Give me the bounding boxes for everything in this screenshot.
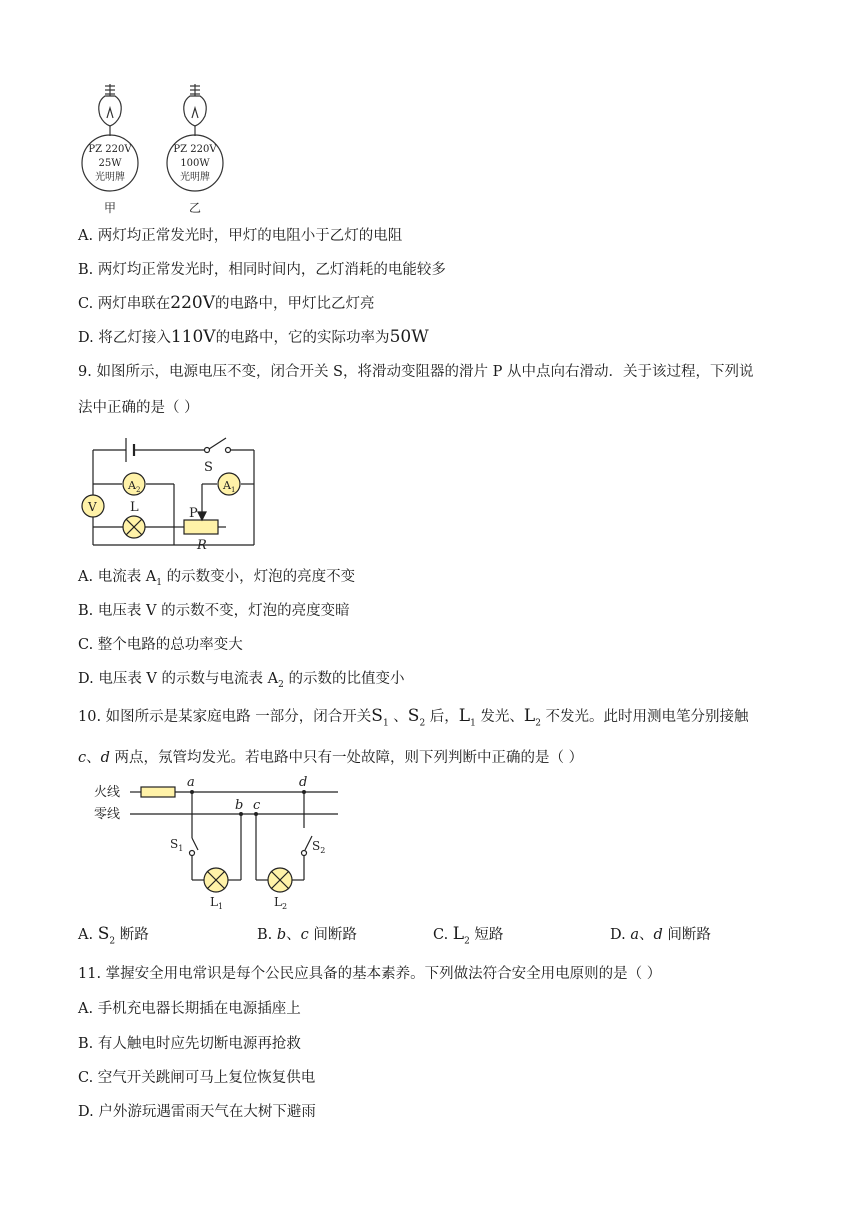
label-live-wire: 火线 (94, 785, 121, 800)
q8-option-c (78, 292, 375, 313)
bulb-jia-line1: PZ 220V (88, 144, 132, 155)
option-text: 两灯均正常发光时，甲灯的电阻小于乙灯的电阻 (97, 228, 403, 244)
option-text: 的示数的比值变小 (283, 671, 405, 687)
option-letter: C. (78, 296, 94, 312)
option-text: 电压表 V 的示数不变，灯泡的亮度变暗 (97, 603, 350, 619)
symbol-s2: $S_2$ (97, 924, 116, 947)
fuse (141, 787, 175, 797)
label-r: R (197, 538, 207, 552)
bulb-yi-caption: 乙 (188, 201, 202, 215)
point-c: c (78, 750, 87, 766)
stem-text: 两点，氖管均发光。若电路中只有一处故障，则下列判断中正确的是（ ） (109, 750, 584, 766)
bulb-yi-line1: PZ 220V (173, 144, 217, 155)
option-text: 将乙灯接入 (98, 330, 171, 346)
q9-option-c (78, 633, 243, 654)
q9-option-d (78, 667, 404, 690)
symbol-l2: $L_2$ (523, 706, 541, 729)
label-a2: $A_2$ (128, 479, 141, 494)
q10-stem-line2 (78, 746, 583, 767)
option-letter: D. (78, 671, 94, 687)
label-s2: $S_2$ (312, 839, 326, 855)
option-letter: C. (78, 1070, 94, 1086)
q9-circuit-diagram (76, 428, 266, 552)
option-text: 手机充电器长期插在电源插座上 (97, 1001, 301, 1017)
option-text: 有人触电时应先切断电源再抢救 (97, 1036, 301, 1052)
point-d: d (653, 927, 663, 943)
q8-option-b (78, 258, 446, 279)
q11-option-a (78, 997, 301, 1018)
switch-contact (205, 448, 210, 453)
q8-option-a (78, 224, 402, 245)
q10-option-b (257, 923, 357, 944)
symbol-l2: $L_2$ (452, 924, 470, 947)
option-text: 断路 (115, 927, 149, 943)
option-text: 的电路中，它的实际功率为 (215, 330, 390, 346)
label-l: L (130, 500, 139, 515)
label-d: d (299, 775, 308, 790)
bulb-jia-line3: 光明牌 (95, 172, 125, 183)
point-c: c (300, 927, 309, 943)
label-s1: $S_1$ (170, 837, 184, 853)
option-text: 、 (638, 927, 654, 943)
bulb-jia-line2: 25W (98, 158, 122, 169)
point-a: a (630, 927, 639, 943)
option-letter: C. (78, 637, 94, 653)
label-neutral-wire: 零线 (94, 807, 121, 822)
option-text: 电压表 V 的示数与电流表 A (98, 671, 279, 687)
bulb-yi-line3: 光明牌 (180, 172, 210, 183)
option-text: 的示数变小，灯泡的亮度不变 (162, 569, 356, 585)
label-c: c (253, 798, 261, 813)
option-text: 户外游玩遇雷雨天气在大树下避雨 (98, 1104, 316, 1120)
option-letter: A. (78, 927, 94, 943)
label-l1: $L_1$ (210, 895, 224, 911)
subscript: 1 (156, 577, 163, 588)
q9-option-b (78, 599, 350, 620)
q10-option-a (78, 923, 149, 946)
option-letter: B. (78, 603, 94, 619)
option-letter: C. (433, 927, 449, 943)
stem-text: 发光、 (475, 709, 524, 725)
option-text: 整个电路的总功率变大 (97, 637, 243, 653)
option-text: 的电路中，甲灯比乙灯亮 (215, 296, 375, 312)
power-value: 50W (389, 327, 429, 347)
q11-option-b (78, 1032, 301, 1053)
q9-stem-line1: 9. 如图所示，电源电压不变，闭合开关 S，将滑动变阻器的滑片 P 从中点向右滑动．关于该过程，下列说 (78, 364, 754, 380)
q11-option-c (78, 1066, 315, 1087)
option-text: 间断路 (308, 927, 357, 943)
option-letter: A. (78, 228, 94, 244)
option-text: 两灯串联在 (97, 296, 171, 312)
option-text: 空气开关跳闸可马上复位恢复供电 (97, 1070, 316, 1086)
symbol-s1: $S_1$ (371, 706, 389, 729)
q10-stem-line1 (78, 705, 749, 728)
label-v: V (88, 500, 97, 514)
bulb-yi-line2: 100W (180, 158, 210, 169)
symbol-s2: $S_2$ (407, 706, 426, 729)
bulb-jia-caption: 甲 (103, 201, 117, 215)
voltage-value: 220V (170, 293, 216, 313)
q10-household-circuit (86, 772, 348, 912)
option-text: 两灯均正常发光时，相同时间内，乙灯消耗的电能较多 (97, 262, 446, 278)
label-b: b (235, 798, 244, 813)
subscript: 2 (278, 679, 284, 690)
option-text: 间断路 (662, 927, 711, 943)
voltage-value: 110V (170, 327, 216, 347)
stem-text: 10. 如图所示是某家庭电路 一部分，闭合开关 (78, 709, 372, 725)
q11-option-d (78, 1100, 316, 1121)
stem-text: 后， (425, 709, 459, 725)
option-letter: B. (257, 927, 273, 943)
bulb-figure (70, 78, 240, 218)
option-text: 电流表 A (97, 569, 157, 585)
switch-blade (209, 438, 226, 449)
option-letter: A. (78, 1001, 94, 1017)
option-letter: A. (78, 569, 94, 585)
option-text: 、 (286, 927, 301, 943)
rheostat-r (184, 520, 218, 534)
point-d: d (100, 750, 110, 766)
label-s: S (204, 460, 213, 475)
option-letter: D. (610, 927, 626, 943)
option-text: 短路 (469, 927, 504, 943)
label-p: P (189, 506, 198, 521)
stem-text: 、 (86, 750, 101, 766)
symbol-l1: $L_1$ (458, 706, 476, 729)
option-letter: D. (78, 330, 94, 346)
q10-option-d (610, 923, 711, 944)
option-letter: B. (78, 1036, 94, 1052)
q9-stem-line2: 法中正确的是（ ） (78, 400, 199, 416)
slider-arrow (198, 512, 206, 520)
q11-stem: 11. 掌握安全用电常识是每个公民应具备的基本素养。下列做法符合安全用电原则的是（ ） (78, 966, 662, 982)
point-b: b (276, 927, 287, 943)
option-letter: D. (78, 1104, 94, 1120)
label-a1: $A_1$ (223, 479, 236, 494)
q8-option-d (78, 326, 429, 347)
label-a: a (187, 775, 195, 790)
stem-text: 不发光。此时用测电笔分别接触 (540, 709, 749, 725)
q9-option-a (78, 565, 355, 588)
stem-text: 、 (388, 709, 408, 725)
label-l2: $L_2$ (274, 895, 288, 911)
q10-option-c (433, 923, 503, 946)
option-letter: B. (78, 262, 94, 278)
